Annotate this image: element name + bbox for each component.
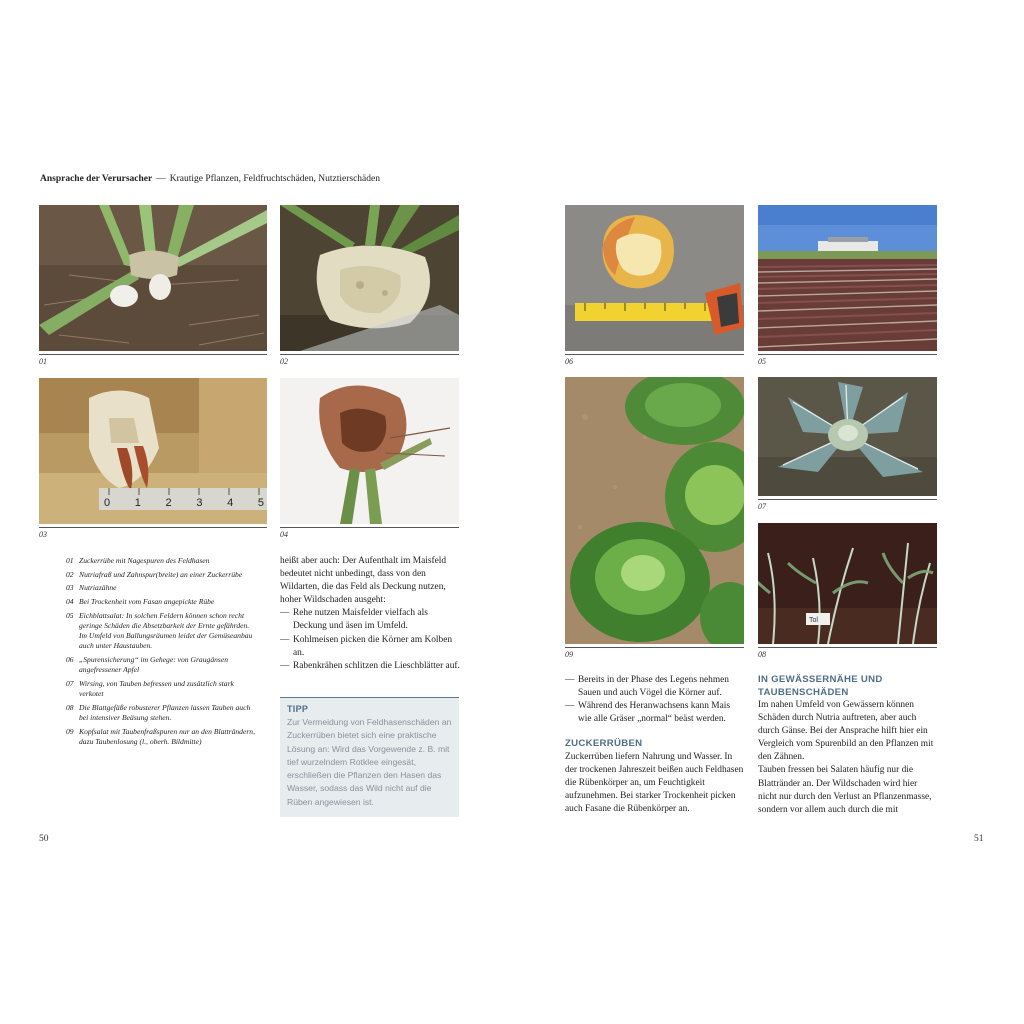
photo-04-beet-pecked: [280, 378, 459, 524]
plant-tag-label: Tol: [809, 617, 818, 624]
photo-rule: [39, 354, 267, 355]
figure-number: 02: [280, 357, 288, 366]
photo-rule: [758, 354, 937, 355]
caption-item: [66, 727, 256, 747]
caption-number: 01: [66, 556, 74, 565]
photo-rule: [758, 499, 937, 500]
caption-list: [66, 556, 256, 751]
figure-number: 08: [758, 650, 766, 659]
bullet-item: — Rehe nutzen Maisfelder vielfach als Deckung und äsen im Umfeld.: [280, 607, 460, 633]
photo-rule: [280, 527, 459, 528]
figure-number: 03: [39, 530, 47, 539]
photo-08-plant-stems: [758, 523, 937, 644]
photo-06-apple: [565, 205, 744, 351]
caption-item: [66, 679, 256, 699]
caption-item: [66, 611, 256, 652]
page-number-right: 51: [974, 834, 984, 844]
tip-text: Zur Vermeidung von Feldhasenschäden an Zuckerrüben bietet sich eine praktische Lösung an: Wird das Vorgewende z. B. mit tief wurzelndem Rotklee eingesät, erschließen die Pflanzen den Hasen das Wasser, sodass das Wild nicht auf die Rüben angewiesen ist.: [287, 717, 452, 807]
body-paragraph: Zuckerrüben liefern Nahrung und Wasser. In der trockenen Jahreszeit beißen auch Feldhasen die Rübenkörper an, um Feuchtigkeit aufzunehmen. Bei starker Trockenheit picken auch Fasane die Rübenkörper an.: [565, 751, 744, 815]
bullet-text: Bereits in der Phase des Legens nehmen Sauen und auch Vögel die Körner auf.: [578, 675, 729, 699]
ruler-numbers: 0 1 2 3 4 5: [104, 497, 264, 509]
figure-number: 07: [758, 502, 766, 511]
caption-text: Bei Trockenheit vom Fasan angepickte Rübe: [79, 597, 215, 607]
bullet-item: — Kohlmeisen picken die Körner am Kolben an.: [280, 634, 460, 660]
photo-02-sugar-beet-nutria: [280, 205, 459, 351]
bullet-text: Während des Heranwachsens kann Mais wie alle Gräser „normal“ beäst werden.: [578, 701, 731, 725]
caption-item: [66, 703, 256, 723]
photo-09-head-lettuce: [565, 377, 744, 644]
caption-number: 07: [66, 679, 74, 689]
caption-text: „Spurensicherung“ im Gehege: von Graugänsen angefressener Apfel: [79, 655, 229, 675]
tip-label: TIPP: [287, 704, 309, 714]
body-paragraph: heißt aber auch: Der Aufenthalt im Maisfeld bedeutet nicht unbedingt, dass von den Wildarten, die das Feld als Deckung nutzen, hoher Wildschaden ausgeht:: [280, 556, 447, 606]
section-heading-zuckerrueben: ZUCKERRÜBEN: [565, 738, 643, 750]
photo-rule: [565, 354, 744, 355]
caption-text: Eichblattsalat: In solchen Feldern können schon recht geringe Schäden die Absetzbarkeit der Ernte gefährden. Im Umfeld von Ballungsräumen leidet der Gemüseanbau auch unter Haustauben.: [79, 610, 253, 651]
caption-item: [66, 556, 256, 566]
caption-number: 06: [66, 655, 74, 665]
figure-number: 05: [758, 357, 766, 366]
body-paragraph: Im nahen Umfeld von Gewässern können Schäden durch Nutria auftreten, aber auch durch Gänse. Bei der Ansprache hilft hier ein Vergleich vom Spurenbild an den Pflanzen mit den Zähnen.: [758, 700, 934, 763]
bullet-text: Rabenkrähen schlitzen die Lieschblätter auf.: [293, 660, 460, 671]
caption-item: [66, 597, 256, 607]
body-paragraph: Tauben fressen bei Salaten häufig nur die Blattränder an. Der Wildschaden wird hier nicht nur durch den Verlust an Pflanzenmasse, sondern vor allem auch durch die mit: [758, 765, 932, 815]
bullet-item: — Rabenkrähen schlitzen die Lieschblätter auf.: [280, 660, 460, 673]
photo-03-nutria-teeth: [39, 378, 267, 524]
header-section: Ansprache der Verursacher: [40, 174, 153, 184]
caption-item: [66, 655, 256, 675]
photo-05-lettuce-field: [758, 205, 937, 351]
photo-07-savoy-cabbage: [758, 377, 937, 496]
caption-text: Kopfsalat mit Taubenfraßspuren nur an den Blatträndern, dazu Taubenlosung (l., oberh. Bildmitte): [79, 726, 256, 747]
caption-number: 03: [66, 583, 74, 593]
header-topic: Krautige Pflanzen, Feldfruchtschäden, Nutztierschäden: [169, 174, 380, 184]
page-number-left: 50: [39, 834, 49, 844]
caption-number: 08: [66, 702, 74, 712]
figure-number: 04: [280, 530, 288, 539]
caption-text: Zuckerrübe mit Nagespuren des Feldhasen: [79, 556, 210, 565]
bullet-item: — Bereits in der Phase des Legens nehmen Sauen und auch Vögel die Körner auf.: [565, 674, 745, 700]
caption-number: 04: [66, 597, 74, 607]
caption-number: 09: [66, 726, 74, 736]
figure-number: 09: [565, 650, 573, 659]
photo-rule: [758, 647, 937, 648]
tip-box: [280, 697, 459, 817]
header-separator: —: [156, 174, 166, 184]
bullet-text: Rehe nutzen Maisfelder vielfach als Deckung und äsen im Umfeld.: [293, 608, 428, 632]
caption-text: Wirsing, von Tauben befressen und zusätzlich stark verkotet: [79, 679, 234, 699]
figure-number: 06: [565, 357, 573, 366]
column-4-text: [758, 674, 938, 817]
section-heading-gewaessernaehe: IN GEWÄSSERNÄHE UND TAUBENSCHÄDEN: [758, 674, 883, 698]
column-2-text: [280, 555, 460, 673]
photo-rule: [565, 647, 744, 648]
caption-number: 05: [66, 610, 74, 620]
running-header: [40, 174, 380, 184]
caption-text: Die Blattgefäße robusterer Pflanzen lassen Tauben auch bei intensiver Beäsung stehen.: [79, 702, 251, 723]
figure-number: 01: [39, 357, 47, 366]
bullet-text: Kohlmeisen picken die Körner am Kolben an.: [293, 634, 453, 658]
caption-item: [66, 583, 256, 593]
column-3-text: [565, 674, 745, 816]
caption-text: Nutriafraß und Zahnspur(breite) an einer Zuckerrübe: [79, 569, 243, 579]
photo-01-sugar-beet-gnawed: [39, 205, 267, 351]
photo-rule: [39, 527, 267, 528]
photo-rule: [280, 354, 459, 355]
caption-item: [66, 570, 256, 580]
caption-number: 02: [66, 569, 74, 579]
bullet-item: — Während des Heranwachsens kann Mais wie alle Gräser „normal“ beäst werden.: [565, 700, 745, 726]
caption-text: Nutriazähne: [79, 583, 117, 593]
